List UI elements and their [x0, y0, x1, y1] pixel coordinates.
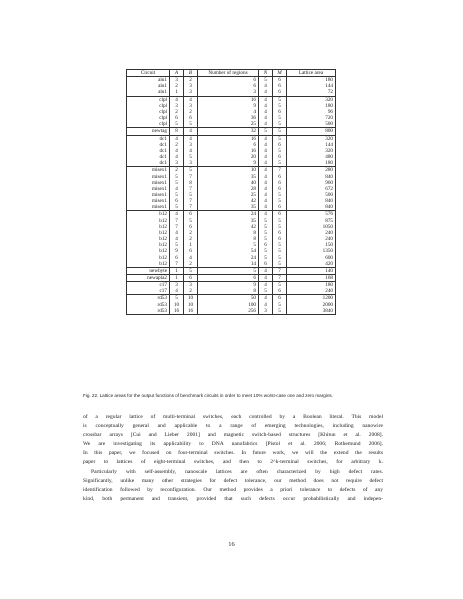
- table-cell: 5: [198, 242, 259, 248]
- table-cell: 6: [273, 142, 287, 148]
- table-cell: 4: [198, 109, 259, 115]
- table-cell: 10: [170, 302, 184, 308]
- table-cell: 16: [198, 96, 259, 103]
- table-row: [127, 295, 336, 302]
- table-cell: dc1: [127, 154, 170, 160]
- table-cell: 40: [198, 180, 259, 186]
- table-cell: 600: [287, 255, 336, 261]
- table-cell: alu1: [127, 83, 170, 89]
- table-cell: b12: [127, 255, 170, 261]
- table-cell: clpl: [127, 115, 170, 121]
- table-cell: 144: [287, 142, 336, 148]
- table-row: [127, 128, 336, 135]
- table-cell: 960: [287, 180, 336, 186]
- table-cell: misex1: [127, 186, 170, 192]
- table-cell: 180: [287, 282, 336, 289]
- table-cell: 4: [259, 180, 273, 186]
- table-cell: 54: [198, 248, 259, 254]
- table-cell: newbyte: [127, 267, 170, 274]
- table-cell: 5: [170, 295, 184, 302]
- table-cell: 320: [287, 96, 336, 103]
- table-row: [127, 135, 336, 142]
- table-row: [127, 308, 336, 315]
- table-cell: 4: [259, 89, 273, 96]
- table-row: [127, 89, 336, 96]
- table-cell: 5: [273, 160, 287, 167]
- table-cell: alu1: [127, 77, 170, 84]
- table-cell: 5: [273, 128, 287, 135]
- table-cell: 1: [170, 275, 184, 282]
- header-lattice-area: Lattice area: [287, 70, 336, 77]
- table-cell: 2: [170, 83, 184, 89]
- table-cell: 7: [184, 198, 198, 204]
- table-cell: b12: [127, 248, 170, 254]
- table-cell: 3: [184, 282, 198, 289]
- table-cell: 25: [198, 121, 259, 128]
- table-cell: 2: [184, 261, 198, 268]
- table-cell: 42: [198, 198, 259, 204]
- table-cell: rd53: [127, 295, 170, 302]
- table-cell: 4: [170, 230, 184, 236]
- table-cell: 9: [198, 160, 259, 167]
- table-cell: 6: [273, 236, 287, 242]
- table-cell: 3: [170, 160, 184, 167]
- table-cell: misex1: [127, 192, 170, 198]
- table-cell: 840: [287, 204, 336, 211]
- table-cell: b12: [127, 236, 170, 242]
- table-row: [127, 211, 336, 218]
- header-a: A: [170, 70, 184, 77]
- table-cell: 180: [287, 160, 336, 167]
- table-cell: 875: [287, 218, 336, 224]
- table-row: [127, 121, 336, 128]
- table-cell: 840: [287, 198, 336, 204]
- table-cell: b12: [127, 224, 170, 230]
- table-cell: 4: [259, 174, 273, 180]
- table-cell: b12: [127, 218, 170, 224]
- table-cell: 4: [259, 148, 273, 154]
- table-cell: 5: [273, 224, 287, 230]
- table-cell: 480: [287, 154, 336, 160]
- body-line: kind, both permanent and transient, provided that such defects occur probabilistically and indepen-: [83, 495, 383, 502]
- table-cell: 240: [287, 288, 336, 295]
- table-cell: 6: [273, 295, 287, 302]
- table-cell: b12: [127, 230, 170, 236]
- table-cell: rd53: [127, 302, 170, 308]
- table-cell: 6: [184, 224, 198, 230]
- figure-caption: Fig. 22. Lattice areas for the output functions of benchmark circuits in order to meet 10% worst-case one and zero margins.: [83, 393, 333, 398]
- table-cell: misex1: [127, 204, 170, 211]
- header-b: B: [184, 70, 198, 77]
- table-cell: 4: [184, 135, 198, 142]
- table-cell: 3: [184, 83, 198, 89]
- table-cell: 1050: [287, 224, 336, 230]
- table-cell: 6: [273, 230, 287, 236]
- table-cell: 25: [198, 192, 259, 198]
- table-cell: 5: [273, 308, 287, 315]
- table-cell: 180: [287, 77, 336, 84]
- table-cell: clpl: [127, 109, 170, 115]
- table-cell: 5: [184, 192, 198, 198]
- header-m: M: [273, 70, 287, 77]
- table-row: [127, 96, 336, 103]
- table-cell: 2: [184, 109, 198, 115]
- table-cell: 32: [198, 128, 259, 135]
- table-cell: 5: [259, 224, 273, 230]
- table-cell: b12: [127, 242, 170, 248]
- table-header-row: [127, 70, 336, 77]
- body-line: of a regular lattice of multi-terminal switches, each controlled by a Boolean literal. This model: [83, 414, 383, 420]
- table-cell: alu1: [127, 89, 170, 96]
- table-cell: 4: [259, 192, 273, 198]
- table-cell: misex1: [127, 180, 170, 186]
- table-cell: 500: [287, 121, 336, 128]
- table-cell: 16: [198, 148, 259, 154]
- table-cell: 3: [184, 142, 198, 148]
- table-cell: 28: [198, 186, 259, 192]
- table-cell: 24: [198, 255, 259, 261]
- table-row: [127, 288, 336, 295]
- table-cell: 5: [259, 255, 273, 261]
- table-row: [127, 77, 336, 84]
- table-cell: 6: [198, 275, 259, 282]
- table-cell: 5: [184, 167, 198, 174]
- lattice-area-table: [126, 69, 336, 315]
- body-line: We are investigating its applicability to DNA nanofabrics [Pistol et al. 2006; Rothemund 2006].: [83, 441, 383, 448]
- table-cell: 5: [170, 180, 184, 186]
- table-cell: c17: [127, 282, 170, 289]
- table-cell: 2: [184, 288, 198, 295]
- body-line: is conceptually general and applicable to a range of emerging technologies, including nanowire: [83, 423, 383, 430]
- table-cell: 5: [259, 230, 273, 236]
- table-cell: 4: [259, 154, 273, 160]
- table-cell: dc1: [127, 135, 170, 142]
- body-paragraphs: [83, 413, 383, 504]
- table-cell: 6: [273, 154, 287, 160]
- table-cell: 168: [287, 275, 336, 282]
- table-cell: 5: [259, 77, 273, 84]
- body-line: Significantly, unlike many other strategies for defect tolerance, our method does not require defect: [83, 477, 383, 484]
- table-cell: 16: [170, 308, 184, 315]
- table-row: [127, 282, 336, 289]
- table-cell: 672: [287, 186, 336, 192]
- table-cell: 7: [273, 267, 287, 274]
- table-cell: 4: [170, 288, 184, 295]
- table-cell: 4: [259, 295, 273, 302]
- table-cell: 6: [170, 255, 184, 261]
- table-cell: 5: [273, 261, 287, 268]
- table-cell: 240: [287, 236, 336, 242]
- table-cell: 2000: [287, 302, 336, 308]
- table-cell: 1: [170, 89, 184, 96]
- body-line: Particularly with self-assembly, nanoscale lattices are often characterized by high defect rates.: [91, 468, 383, 475]
- table-cell: 4: [259, 282, 273, 289]
- table-cell: 420: [287, 261, 336, 268]
- table-cell: 96: [287, 109, 336, 115]
- table-cell: 6: [184, 115, 198, 121]
- table-cell: 8: [170, 128, 184, 135]
- table-cell: 4: [259, 103, 273, 109]
- body-line: crossbar arrays [Cui and Lieber 2001] and magnetic switch-based structures [Khitun et al. 2008].: [83, 432, 383, 439]
- table-cell: 7: [273, 167, 287, 174]
- table-body: [127, 77, 336, 315]
- table-cell: 5: [184, 267, 198, 274]
- table-cell: 4: [259, 267, 273, 274]
- table-cell: 6: [170, 198, 184, 204]
- table-cell: 7: [170, 224, 184, 230]
- table-cell: 4: [259, 121, 273, 128]
- table-cell: 1: [184, 242, 198, 248]
- table-cell: 6: [273, 180, 287, 186]
- table-cell: 500: [287, 192, 336, 198]
- table-cell: 5: [170, 121, 184, 128]
- table-cell: 5: [273, 218, 287, 224]
- table-cell: 5: [259, 128, 273, 135]
- table-cell: misex1: [127, 174, 170, 180]
- table-cell: 5: [273, 192, 287, 198]
- table-cell: 10: [184, 295, 198, 302]
- table-cell: 4: [170, 154, 184, 160]
- table-cell: dc1: [127, 148, 170, 154]
- body-line: identification followed by reconfiguration. Our method provides a priori tolerance to defects of any: [83, 486, 383, 493]
- table-row: [127, 275, 336, 282]
- table-cell: c17: [127, 288, 170, 295]
- table-cell: 3: [170, 77, 184, 84]
- table-cell: 1200: [287, 295, 336, 302]
- table-cell: 256: [198, 308, 259, 315]
- table-cell: 8: [198, 288, 259, 295]
- table-row: [127, 261, 336, 268]
- table-cell: 5: [273, 121, 287, 128]
- table-cell: 6: [198, 142, 259, 148]
- table-cell: rd53: [127, 308, 170, 315]
- table-cell: 2: [184, 230, 198, 236]
- table-cell: 6: [273, 211, 287, 218]
- table-cell: 280: [287, 167, 336, 174]
- table-cell: 576: [287, 211, 336, 218]
- table-cell: 1: [170, 267, 184, 274]
- table-cell: 5: [273, 282, 287, 289]
- table-cell: 6: [273, 109, 287, 115]
- table-cell: 6: [198, 77, 259, 84]
- table-cell: 5: [273, 115, 287, 121]
- table-cell: 3: [170, 103, 184, 109]
- table-cell: 6: [273, 204, 287, 211]
- table-cell: newapla2: [127, 275, 170, 282]
- table-cell: 180: [287, 103, 336, 109]
- table-cell: 4: [259, 142, 273, 148]
- body-line: In this paper, we focused on four-terminal switches. In future work, we will the extend the results: [83, 450, 383, 457]
- table-cell: 3: [184, 103, 198, 109]
- table-cell: 8: [198, 230, 259, 236]
- table-cell: 4: [259, 115, 273, 121]
- table-cell: 4: [170, 96, 184, 103]
- table-cell: 5: [259, 236, 273, 242]
- table-cell: 16: [198, 135, 259, 142]
- table-cell: 35: [198, 204, 259, 211]
- table-cell: newtag: [127, 128, 170, 135]
- table-cell: 5: [273, 198, 287, 204]
- table-cell: 4: [259, 186, 273, 192]
- table-cell: 4: [259, 198, 273, 204]
- table-cell: dc1: [127, 160, 170, 167]
- table-cell: 5: [273, 148, 287, 154]
- table-cell: 8: [198, 236, 259, 242]
- table-cell: 24: [198, 211, 259, 218]
- table-cell: 5: [273, 96, 287, 103]
- table-cell: 16: [184, 308, 198, 315]
- table-cell: 144: [287, 83, 336, 89]
- table-cell: 5: [259, 218, 273, 224]
- table-cell: 4: [259, 204, 273, 211]
- table-cell: 5: [170, 242, 184, 248]
- table-cell: 5: [273, 248, 287, 254]
- table-cell: dc1: [127, 142, 170, 148]
- table-cell: 1350: [287, 248, 336, 254]
- table-cell: 6: [273, 83, 287, 89]
- table-cell: 320: [287, 135, 336, 142]
- body-line: paper to lattices of eight-terminal switches, and then to 2^k-terminal switches, for arbitrary k.: [83, 459, 383, 466]
- table-cell: 4: [170, 186, 184, 192]
- table-cell: 5: [259, 288, 273, 295]
- table-cell: 240: [287, 230, 336, 236]
- table-row: [127, 160, 336, 167]
- table-cell: 800: [287, 128, 336, 135]
- table-cell: 840: [287, 174, 336, 180]
- table-cell: misex1: [127, 198, 170, 204]
- table-cell: 9: [170, 248, 184, 254]
- table-cell: 3: [184, 160, 198, 167]
- table-cell: 5: [170, 174, 184, 180]
- table-cell: 7: [184, 186, 198, 192]
- table-cell: 4: [259, 83, 273, 89]
- table-cell: 7: [184, 174, 198, 180]
- table-cell: 6: [273, 77, 287, 84]
- table-cell: b12: [127, 261, 170, 268]
- table-cell: 6: [273, 174, 287, 180]
- table-cell: 4: [184, 128, 198, 135]
- table-cell: 3840: [287, 308, 336, 315]
- table-cell: 8: [184, 180, 198, 186]
- table-cell: 7: [170, 261, 184, 268]
- table-cell: clpl: [127, 96, 170, 103]
- page-number: 16: [228, 541, 235, 548]
- table-row: [127, 167, 336, 174]
- table-cell: 72: [287, 89, 336, 96]
- table-cell: 5: [273, 103, 287, 109]
- table-cell: 9: [198, 282, 259, 289]
- table-cell: 4: [259, 167, 273, 174]
- table-cell: 20: [198, 154, 259, 160]
- table-cell: clpl: [127, 121, 170, 128]
- table-cell: 4: [259, 211, 273, 218]
- table-cell: b12: [127, 211, 170, 218]
- table-cell: 35: [198, 174, 259, 180]
- table-cell: 9: [198, 103, 259, 109]
- table-cell: 320: [287, 148, 336, 154]
- table-cell: 5: [170, 192, 184, 198]
- table-cell: 140: [287, 267, 336, 274]
- table-cell: 6: [273, 186, 287, 192]
- table-cell: 4: [170, 148, 184, 154]
- table-cell: 6: [170, 115, 184, 121]
- table-cell: 4: [259, 96, 273, 103]
- header-regions: Number of regions: [198, 70, 259, 77]
- header-circuit: Circuit: [127, 70, 170, 77]
- table-cell: 150: [287, 242, 336, 248]
- table-cell: 4: [184, 148, 198, 154]
- table-cell: 2: [170, 142, 184, 148]
- table-cell: 720: [287, 115, 336, 121]
- table-cell: 4: [184, 255, 198, 261]
- table-cell: 35: [198, 218, 259, 224]
- table-cell: 5: [273, 242, 287, 248]
- table-cell: 5: [184, 154, 198, 160]
- table-cell: 5: [273, 255, 287, 261]
- table-cell: 7: [170, 218, 184, 224]
- table-cell: 5: [184, 218, 198, 224]
- table-cell: 4: [259, 109, 273, 115]
- table-cell: 50: [198, 295, 259, 302]
- table-cell: 7: [184, 204, 198, 211]
- table-cell: misex1: [127, 167, 170, 174]
- table-cell: 3: [170, 282, 184, 289]
- table-cell: 14: [198, 261, 259, 268]
- table-cell: 42: [198, 224, 259, 230]
- table-cell: 5: [273, 302, 287, 308]
- table-cell: 6: [273, 288, 287, 295]
- table-cell: 2: [184, 236, 198, 242]
- table-cell: clpl: [127, 103, 170, 109]
- table-cell: 10: [184, 302, 198, 308]
- table-cell: 6: [198, 83, 259, 89]
- table-cell: 4: [170, 236, 184, 242]
- table-cell: 5: [273, 135, 287, 142]
- table-cell: 3: [259, 308, 273, 315]
- table-cell: 4: [259, 302, 273, 308]
- table-cell: 6: [184, 275, 198, 282]
- table-cell: 3: [184, 89, 198, 96]
- table-cell: 100: [198, 302, 259, 308]
- table-row: [127, 204, 336, 211]
- table-cell: 5: [184, 121, 198, 128]
- table-cell: 5: [170, 204, 184, 211]
- table-cell: 5: [259, 248, 273, 254]
- table-cell: 2: [170, 109, 184, 115]
- table-cell: 6: [259, 261, 273, 268]
- table-cell: 6: [259, 242, 273, 248]
- table-cell: 4: [259, 275, 273, 282]
- table-cell: 3: [198, 89, 259, 96]
- table-cell: 6: [184, 248, 198, 254]
- table-row: [127, 267, 336, 274]
- table-cell: 4: [184, 96, 198, 103]
- table-cell: 5: [198, 267, 259, 274]
- table-cell: 36: [198, 115, 259, 121]
- table-cell: 7: [273, 275, 287, 282]
- table-cell: 4: [170, 211, 184, 218]
- table-cell: 6: [184, 211, 198, 218]
- table-cell: 2: [184, 77, 198, 84]
- table-cell: 4: [259, 135, 273, 142]
- table-cell: 10: [198, 167, 259, 174]
- table-cell: 4: [170, 135, 184, 142]
- table-cell: 4: [259, 160, 273, 167]
- header-n: N: [259, 70, 273, 77]
- table-cell: 6: [273, 89, 287, 96]
- table-cell: 2: [170, 167, 184, 174]
